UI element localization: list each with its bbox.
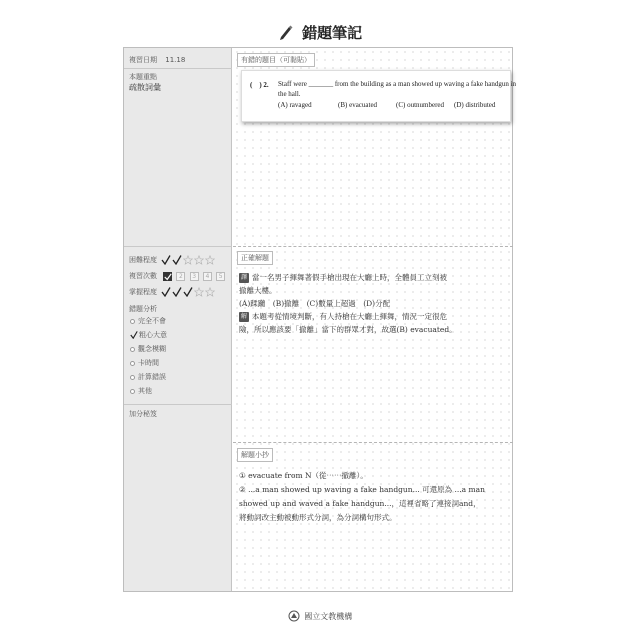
mastery-row bbox=[129, 287, 216, 297]
difficulty-row bbox=[129, 255, 216, 265]
category-label: 計算錯誤 bbox=[138, 373, 166, 381]
section-divider bbox=[233, 442, 513, 443]
star-icon[interactable] bbox=[205, 287, 215, 297]
check-icon[interactable] bbox=[183, 287, 193, 297]
tip-number: ② bbox=[239, 485, 246, 494]
radio-circle bbox=[130, 389, 135, 394]
section-divider bbox=[233, 246, 513, 247]
review-date-row bbox=[129, 55, 185, 65]
answer-text: 本題考從情境判斷，有人持槍在大廳上揮舞，情況一定很危 bbox=[252, 312, 447, 321]
tip-2 bbox=[239, 484, 485, 495]
answer-section-label: 正確解題 bbox=[237, 251, 273, 265]
option-a: (A) ravaged bbox=[278, 101, 312, 109]
category-label: 完全不會 bbox=[138, 317, 166, 325]
main-notes bbox=[233, 48, 517, 591]
category-label: 觀念模糊 bbox=[138, 345, 166, 353]
check-icon bbox=[130, 331, 138, 339]
mastery-label: 掌握程度 bbox=[129, 288, 157, 296]
page-title-text: 錯題筆記 bbox=[302, 24, 363, 42]
pencil-icon bbox=[278, 24, 294, 40]
star-icon[interactable] bbox=[194, 287, 204, 297]
page-title bbox=[0, 22, 640, 43]
review-date-value: 11.18 bbox=[165, 56, 186, 64]
category-option[interactable] bbox=[130, 372, 166, 382]
option-c: (C) outnumbered bbox=[396, 101, 445, 109]
review-check[interactable] bbox=[163, 272, 172, 281]
radio-circle bbox=[130, 375, 135, 380]
difficulty-label: 困難程度 bbox=[129, 256, 157, 264]
category-label: 粗心大意 bbox=[139, 331, 167, 339]
answer-text: 撤離大樓。 bbox=[239, 286, 277, 295]
bonus-label: 加分秘笈 bbox=[129, 410, 157, 418]
difficulty-rating[interactable] bbox=[161, 255, 216, 265]
publisher-logo-icon bbox=[288, 610, 300, 622]
category-label: 其他 bbox=[138, 387, 152, 395]
check-icon[interactable] bbox=[161, 287, 171, 297]
category-option[interactable] bbox=[130, 358, 159, 368]
review-number[interactable]: 2 bbox=[176, 272, 185, 281]
star-icon[interactable] bbox=[183, 255, 193, 265]
keypoint-label: 本題重點 bbox=[129, 73, 157, 81]
star-icon[interactable] bbox=[194, 255, 204, 265]
review-number[interactable]: 4 bbox=[203, 272, 212, 281]
review-date-label: 複習日期 bbox=[129, 56, 157, 64]
category-option[interactable] bbox=[130, 330, 167, 340]
review-count-row bbox=[129, 271, 227, 281]
review-count-boxes[interactable] bbox=[163, 272, 227, 281]
check-icon bbox=[164, 273, 172, 281]
tip-text: showed up and waved a fake handgun...，這裡省略了連接詞and， bbox=[239, 499, 481, 508]
answer-options-cn: (A)蹂躪 (B)撤離 (C)數量上超過 (D)分配 bbox=[239, 299, 391, 308]
category-title: 錯題分析 bbox=[129, 305, 157, 313]
answer-translation bbox=[239, 272, 447, 283]
tip-text: evacuate from N（從⋯⋯撤離）。 bbox=[248, 471, 368, 480]
tip-text: ...a man showed up waving a fake handgun... 可還原為 ...a man bbox=[248, 485, 485, 494]
footer-logo-text: 國立文教機構 bbox=[304, 612, 353, 621]
explanation-tag: 解 bbox=[240, 313, 247, 320]
footer-logo bbox=[0, 610, 640, 622]
star-icon[interactable] bbox=[205, 255, 215, 265]
category-option[interactable] bbox=[130, 344, 166, 354]
category-label: 卡時間 bbox=[138, 359, 159, 367]
divider bbox=[124, 246, 232, 247]
check-icon[interactable] bbox=[172, 287, 182, 297]
answer-explanation bbox=[239, 311, 447, 322]
review-number[interactable]: 5 bbox=[216, 272, 225, 281]
answer-text: 險，所以應該要「撤離」當下的群眾才對，故選(B) evacuated。 bbox=[239, 325, 457, 334]
tips-section-label: 解題小抄 bbox=[237, 448, 273, 462]
sidebar bbox=[124, 48, 232, 591]
question-stem: Staff were _______ from the building as a man showed up waving a fake handgun in bbox=[278, 80, 517, 88]
question-card bbox=[241, 70, 517, 122]
check-icon[interactable] bbox=[161, 255, 171, 265]
check-icon[interactable] bbox=[172, 255, 182, 265]
radio-circle bbox=[130, 361, 135, 366]
mastery-rating[interactable] bbox=[161, 287, 216, 297]
question-section-label: 有錯的題目（可黏貼） bbox=[237, 53, 315, 67]
note-frame bbox=[123, 47, 517, 592]
option-b: (B) evacuated bbox=[338, 101, 378, 109]
translation-tag: 譯 bbox=[240, 274, 247, 281]
category-option[interactable] bbox=[130, 316, 166, 326]
question-number: ( ) 2. bbox=[250, 81, 269, 89]
review-number[interactable]: 3 bbox=[190, 272, 199, 281]
tip-text: 將動詞改主動被動形式分詞，為分詞構句形式。 bbox=[239, 513, 397, 522]
radio-circle bbox=[130, 347, 135, 352]
category-option[interactable] bbox=[130, 386, 152, 396]
review-count-label: 複習次數 bbox=[129, 272, 157, 280]
tip-1 bbox=[239, 470, 368, 481]
divider bbox=[124, 404, 232, 405]
keypoint-value: 疏散詞彙 bbox=[129, 83, 161, 92]
divider bbox=[124, 68, 232, 69]
radio-circle bbox=[130, 319, 135, 324]
answer-text: 當一名男子揮舞著假手槍出現在大廳上時，全體員工立刻被 bbox=[252, 273, 447, 282]
question-stem: the hall. bbox=[278, 90, 301, 98]
tip-number: ① bbox=[239, 471, 246, 480]
option-d: (D) distributed bbox=[454, 101, 496, 109]
